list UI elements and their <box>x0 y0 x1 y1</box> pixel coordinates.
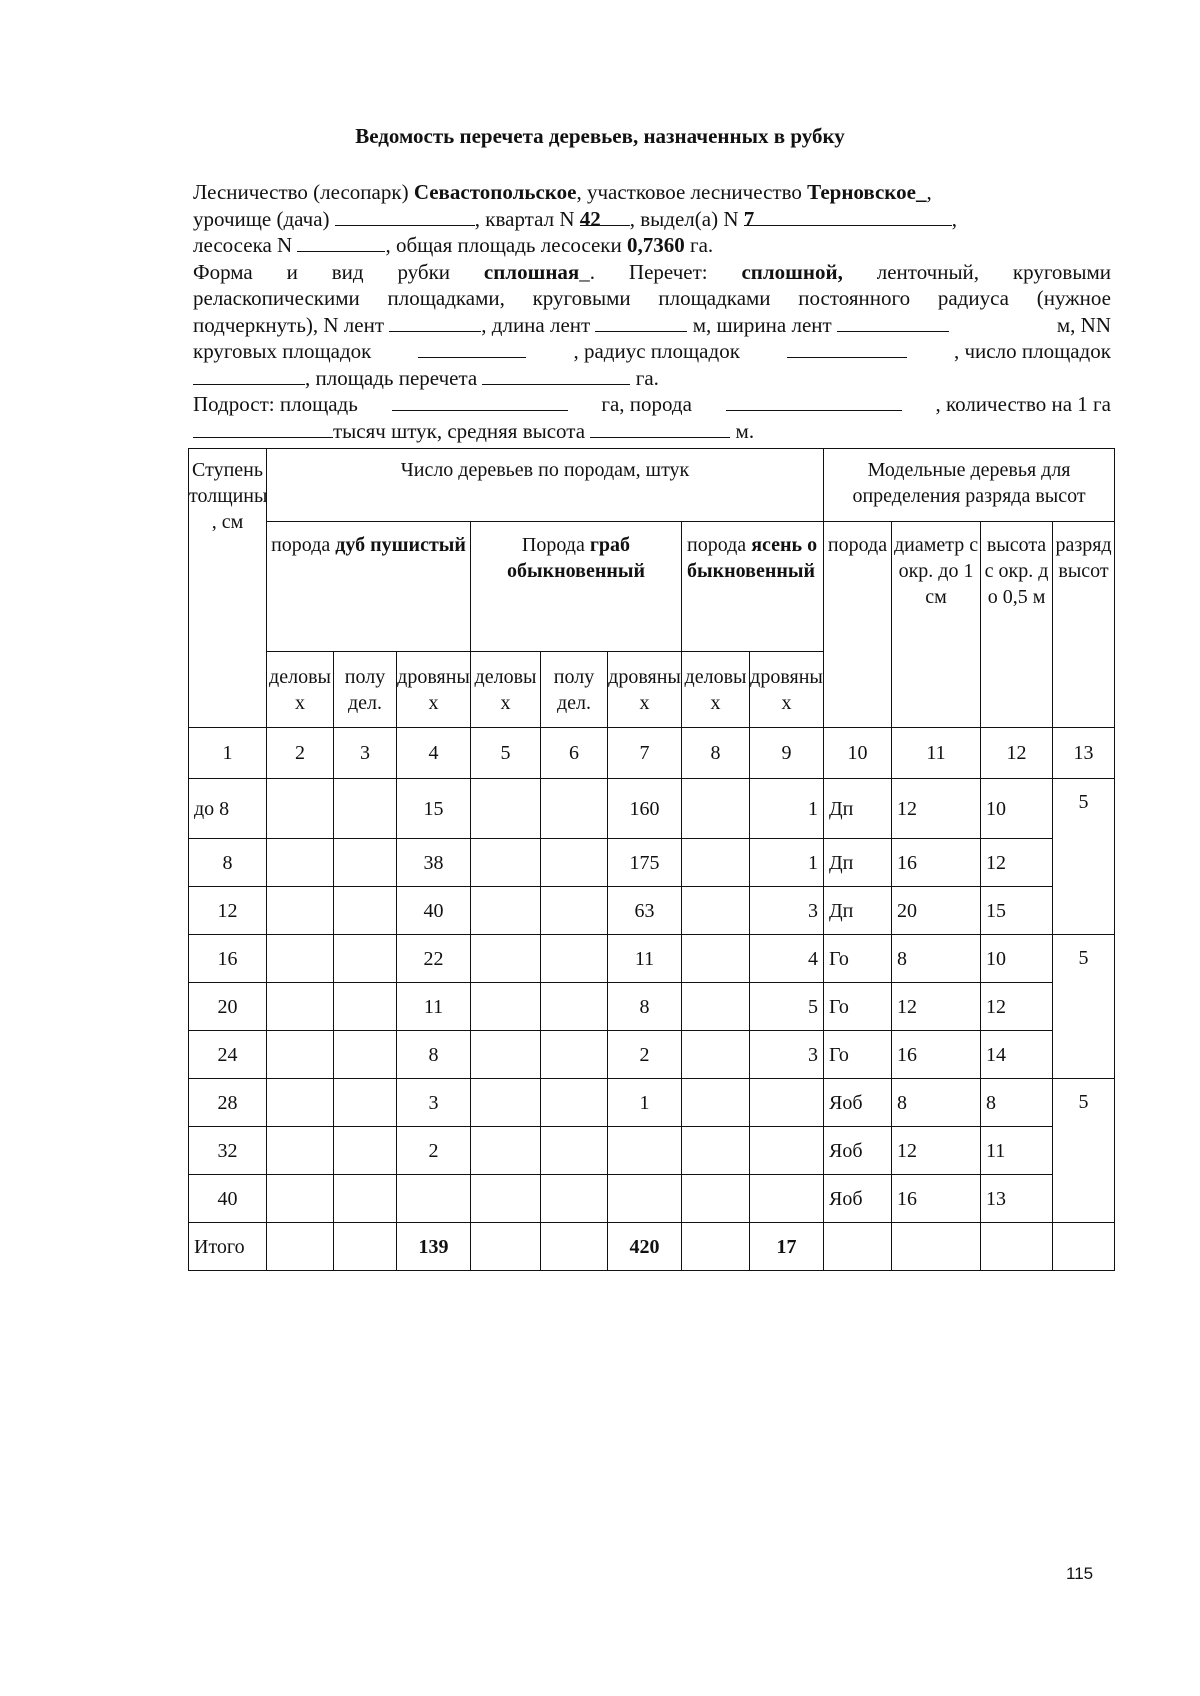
column-number: 9 <box>750 728 824 779</box>
unit-ha: га. <box>630 365 659 390</box>
value-allotment: 7 <box>744 206 952 226</box>
table-cell <box>471 1127 541 1175</box>
thickness-step-cell: 8 <box>189 839 267 887</box>
table-cell: 11 <box>981 1127 1053 1175</box>
table-cell <box>471 887 541 935</box>
label-strip-width: м, ширина лент <box>687 312 837 337</box>
thickness-step-cell: 32 <box>189 1127 267 1175</box>
header-species-hornbeam: Порода граб обыкновенный <box>471 522 682 652</box>
table-cell <box>608 1127 682 1175</box>
table-cell: 15 <box>397 779 471 839</box>
total-ash-fire: 17 <box>750 1223 824 1271</box>
header-hornbeam-semi: полу дел. <box>541 652 608 728</box>
label-cutting-area: лесосека N <box>193 233 298 257</box>
table-row <box>189 1031 1115 1079</box>
label-count-options: ленточный, круговыми <box>842 259 1111 284</box>
thickness-step-cell: 20 <box>189 983 267 1031</box>
blank-undergrowth-area <box>392 391 568 411</box>
table-cell: 12 <box>981 983 1053 1031</box>
table-cell <box>541 1079 608 1127</box>
label-count-method: _. Перечет: <box>579 259 742 284</box>
table-cell <box>267 839 334 887</box>
header-line-4 <box>193 259 1111 286</box>
table-cell <box>541 935 608 983</box>
unit-m: м. <box>730 418 755 443</box>
table-cell <box>334 1031 397 1079</box>
column-number: 3 <box>334 728 397 779</box>
column-number-row <box>189 728 1115 779</box>
table-cell: 175 <box>608 839 682 887</box>
table-cell <box>541 1031 608 1079</box>
table-cell <box>541 887 608 935</box>
blank-circular-plots <box>418 338 526 358</box>
header-diameter: диаметр с окр. до 1 см <box>892 522 981 728</box>
table-cell: 14 <box>981 1031 1053 1079</box>
height-class-cell: 5 <box>1053 779 1115 935</box>
table-cell <box>267 1031 334 1079</box>
label-plot-radius: , радиус площадок <box>573 339 740 363</box>
table-cell <box>471 983 541 1031</box>
label-plot-numbers: м, NN <box>1056 312 1111 337</box>
label-tract: урочище (дача) <box>193 206 335 231</box>
label-avg-height: тысяч штук, средняя высота <box>333 418 591 443</box>
unit-ha: га. <box>684 233 714 257</box>
table-cell: Яоб <box>824 1175 892 1223</box>
table-cell: 11 <box>397 983 471 1031</box>
label-undergrowth-quantity: , количество на 1 га <box>935 392 1111 416</box>
punct: , <box>926 180 932 204</box>
form-header <box>193 179 1111 444</box>
table-row <box>189 983 1115 1031</box>
table-cell <box>471 839 541 887</box>
table-row <box>189 1127 1115 1175</box>
table-cell: 1 <box>750 779 824 839</box>
column-number: 7 <box>608 728 682 779</box>
blank-strip-count <box>389 312 481 332</box>
table-cell <box>892 1223 981 1271</box>
header-line-8 <box>193 365 1111 392</box>
table-cell: 20 <box>892 887 981 935</box>
header-species-oak: порода дуб пушистый <box>267 522 471 652</box>
table-cell <box>682 935 750 983</box>
page-number: 115 <box>1066 1564 1094 1583</box>
label-allotment: , выдел(а) N <box>629 206 744 231</box>
total-oak-fire: 139 <box>397 1223 471 1271</box>
table-cell: 22 <box>397 935 471 983</box>
header-line-2 <box>193 206 1111 233</box>
value-total-area: 0,7360 <box>627 233 685 257</box>
label-plot-count: , число площадок <box>954 339 1111 363</box>
table-cell <box>541 1223 608 1271</box>
table-row <box>189 779 1115 839</box>
header-model-trees: Модельные деревья для определения разряда высот <box>824 449 1115 522</box>
table-cell <box>824 1223 892 1271</box>
header-ash-fire: дровяных <box>750 652 824 728</box>
table-cell: Го <box>824 983 892 1031</box>
header-line-3 <box>193 232 1111 259</box>
column-number: 8 <box>682 728 750 779</box>
table-cell: 12 <box>981 839 1053 887</box>
label-undergrowth-species: га, порода <box>601 392 692 416</box>
header-breed: порода <box>824 522 892 728</box>
value-district-forestry: Терновское_ <box>807 180 927 204</box>
column-number: 6 <box>541 728 608 779</box>
table-cell <box>541 1127 608 1175</box>
table-cell <box>682 1079 750 1127</box>
height-class-cell: 5 <box>1053 1079 1115 1223</box>
table-cell: 3 <box>750 1031 824 1079</box>
header-line-5: реласкопическими площадками, круговыми площадками постоянного радиуса (нужное <box>193 286 1111 310</box>
label-total-area: , общая площадь лесосеки <box>385 233 627 257</box>
table-cell <box>682 839 750 887</box>
table-cell: 10 <box>981 779 1053 839</box>
table-cell: 8 <box>892 1079 981 1127</box>
table-cell: 3 <box>397 1079 471 1127</box>
header-line-1 <box>193 179 1111 206</box>
table-cell: Дп <box>824 839 892 887</box>
table-cell: 11 <box>608 935 682 983</box>
value-forestry: Севастопольское <box>413 180 577 204</box>
table-cell <box>267 1175 334 1223</box>
column-number: 10 <box>824 728 892 779</box>
table-cell <box>334 779 397 839</box>
table-cell: 8 <box>608 983 682 1031</box>
column-number: 12 <box>981 728 1053 779</box>
table-row <box>189 839 1115 887</box>
table-cell <box>267 887 334 935</box>
header-oak-fire: дровяных <box>397 652 471 728</box>
blank-undergrowth-species <box>726 391 902 411</box>
table-cell <box>334 935 397 983</box>
label-count-area: , площадь перечета <box>305 365 483 390</box>
total-row <box>189 1223 1115 1271</box>
table-cell: Дп <box>824 887 892 935</box>
table-cell <box>471 1223 541 1271</box>
blank-undergrowth-quantity <box>193 418 333 438</box>
column-number: 5 <box>471 728 541 779</box>
column-number: 11 <box>892 728 981 779</box>
value-quarter: 42 <box>580 206 630 226</box>
table-cell <box>541 839 608 887</box>
table-cell: 5 <box>750 983 824 1031</box>
table-cell <box>682 1127 750 1175</box>
header-ash-business: деловых <box>682 652 750 728</box>
blank-plot-radius <box>787 338 907 358</box>
header-line-9 <box>193 391 1111 418</box>
table-row <box>189 1175 1115 1223</box>
table-cell: 12 <box>892 779 981 839</box>
table-cell <box>267 983 334 1031</box>
table-cell <box>682 779 750 839</box>
table-cell: 12 <box>892 1127 981 1175</box>
thickness-step-cell: 24 <box>189 1031 267 1079</box>
column-number: 1 <box>189 728 267 779</box>
label-undergrowth-area: Подрост: площадь <box>193 392 358 416</box>
table-cell <box>1053 1223 1115 1271</box>
label-quarter: , квартал N <box>474 206 580 231</box>
blank-strip-length <box>595 312 687 332</box>
header-species-ash: порода ясень обыкновенный <box>682 522 824 652</box>
table-cell <box>541 983 608 1031</box>
table-cell <box>334 983 397 1031</box>
table-cell: 15 <box>981 887 1053 935</box>
column-number: 4 <box>397 728 471 779</box>
header-height-class: разряд высот <box>1053 522 1115 728</box>
table-cell: Го <box>824 935 892 983</box>
table-cell <box>682 887 750 935</box>
table-cell <box>682 1175 750 1223</box>
table-cell: 40 <box>397 887 471 935</box>
table-cell <box>267 935 334 983</box>
table-cell: 8 <box>981 1079 1053 1127</box>
total-label: Итого <box>189 1223 267 1271</box>
value-count-method: сплошной, <box>741 259 843 284</box>
table-cell: 1 <box>750 839 824 887</box>
table-cell: Яоб <box>824 1079 892 1127</box>
table-cell: 160 <box>608 779 682 839</box>
table-cell: 16 <box>892 839 981 887</box>
thickness-step-cell: 28 <box>189 1079 267 1127</box>
header-height: высота с окр. до 0,5 м <box>981 522 1053 728</box>
tree-count-table <box>188 448 1115 1271</box>
table-cell <box>750 1175 824 1223</box>
table-cell: 10 <box>981 935 1053 983</box>
header-species-count: Число деревьев по породам, штук <box>267 449 824 522</box>
thickness-step-cell: 12 <box>189 887 267 935</box>
table-cell: 8 <box>397 1031 471 1079</box>
table-cell <box>267 1127 334 1175</box>
table-cell <box>682 1223 750 1271</box>
table-cell <box>334 1223 397 1271</box>
blank-plot-count <box>193 365 305 385</box>
value-felling-type: сплошная <box>483 259 580 284</box>
table-row <box>189 935 1115 983</box>
table-cell <box>334 887 397 935</box>
thickness-step-cell: до 8 <box>189 779 267 839</box>
table-cell <box>397 1175 471 1223</box>
table-cell <box>267 1223 334 1271</box>
thickness-step-cell: 40 <box>189 1175 267 1223</box>
column-number: 2 <box>267 728 334 779</box>
table-cell: 16 <box>892 1175 981 1223</box>
table-cell <box>471 935 541 983</box>
table-cell <box>981 1223 1053 1271</box>
table-cell: 8 <box>892 935 981 983</box>
header-oak-business: деловых <box>267 652 334 728</box>
table-cell: 38 <box>397 839 471 887</box>
table-body <box>189 779 1115 1223</box>
table-cell <box>334 839 397 887</box>
label-circular-plots: круговых площадок <box>193 339 372 363</box>
header-thickness-step: Ступень толщины , см <box>189 449 267 728</box>
table-cell <box>471 1175 541 1223</box>
table-cell <box>334 1079 397 1127</box>
table-cell: 1 <box>608 1079 682 1127</box>
table-cell <box>541 779 608 839</box>
header-line-6 <box>193 312 1111 339</box>
blank-cutting-area <box>297 232 385 252</box>
table-cell <box>471 1079 541 1127</box>
table-cell: 4 <box>750 935 824 983</box>
table-cell: 2 <box>608 1031 682 1079</box>
label-district-forestry: , участковое лесничество <box>576 180 808 204</box>
table-cell <box>334 1127 397 1175</box>
table-cell <box>334 1175 397 1223</box>
table-row <box>189 887 1115 935</box>
table-cell: Го <box>824 1031 892 1079</box>
blank-strip-width <box>837 312 949 332</box>
table-cell: 3 <box>750 887 824 935</box>
table-cell <box>750 1127 824 1175</box>
header-hornbeam-fire: дровяных <box>608 652 682 728</box>
table-cell: 63 <box>608 887 682 935</box>
total-hornbeam-fire: 420 <box>608 1223 682 1271</box>
table-cell <box>682 983 750 1031</box>
table-cell: 12 <box>892 983 981 1031</box>
table-cell: 13 <box>981 1175 1053 1223</box>
height-class-cell: 5 <box>1053 935 1115 1079</box>
table-cell <box>541 1175 608 1223</box>
table-cell: Яоб <box>824 1127 892 1175</box>
table-cell <box>608 1175 682 1223</box>
label-strip-count: подчеркнуть), N лент <box>193 312 390 337</box>
table-cell <box>471 779 541 839</box>
punct: , <box>951 206 957 231</box>
header-hornbeam-business: деловых <box>471 652 541 728</box>
document-title: Ведомость перечета деревьев, назначенных в рубку <box>355 124 845 148</box>
table-cell <box>750 1079 824 1127</box>
table-cell <box>267 1079 334 1127</box>
header-line-7 <box>193 338 1111 365</box>
label-forestry: Лесничество (лесопарк) <box>193 180 414 204</box>
table-cell <box>267 779 334 839</box>
column-number: 13 <box>1053 728 1115 779</box>
blank-tract <box>335 206 475 226</box>
thickness-step-cell: 16 <box>189 935 267 983</box>
blank-count-area <box>482 365 630 385</box>
header-line-10 <box>193 418 1111 445</box>
table-cell <box>471 1031 541 1079</box>
table-cell: 16 <box>892 1031 981 1079</box>
table-cell <box>682 1031 750 1079</box>
label-strip-length: , длина лент <box>481 312 596 337</box>
label-felling-type: Форма и вид рубки <box>193 259 484 284</box>
header-oak-semi: полу дел. <box>334 652 397 728</box>
blank-avg-height <box>590 418 730 438</box>
table-cell: Дп <box>824 779 892 839</box>
table-row <box>189 1079 1115 1127</box>
table-cell: 2 <box>397 1127 471 1175</box>
